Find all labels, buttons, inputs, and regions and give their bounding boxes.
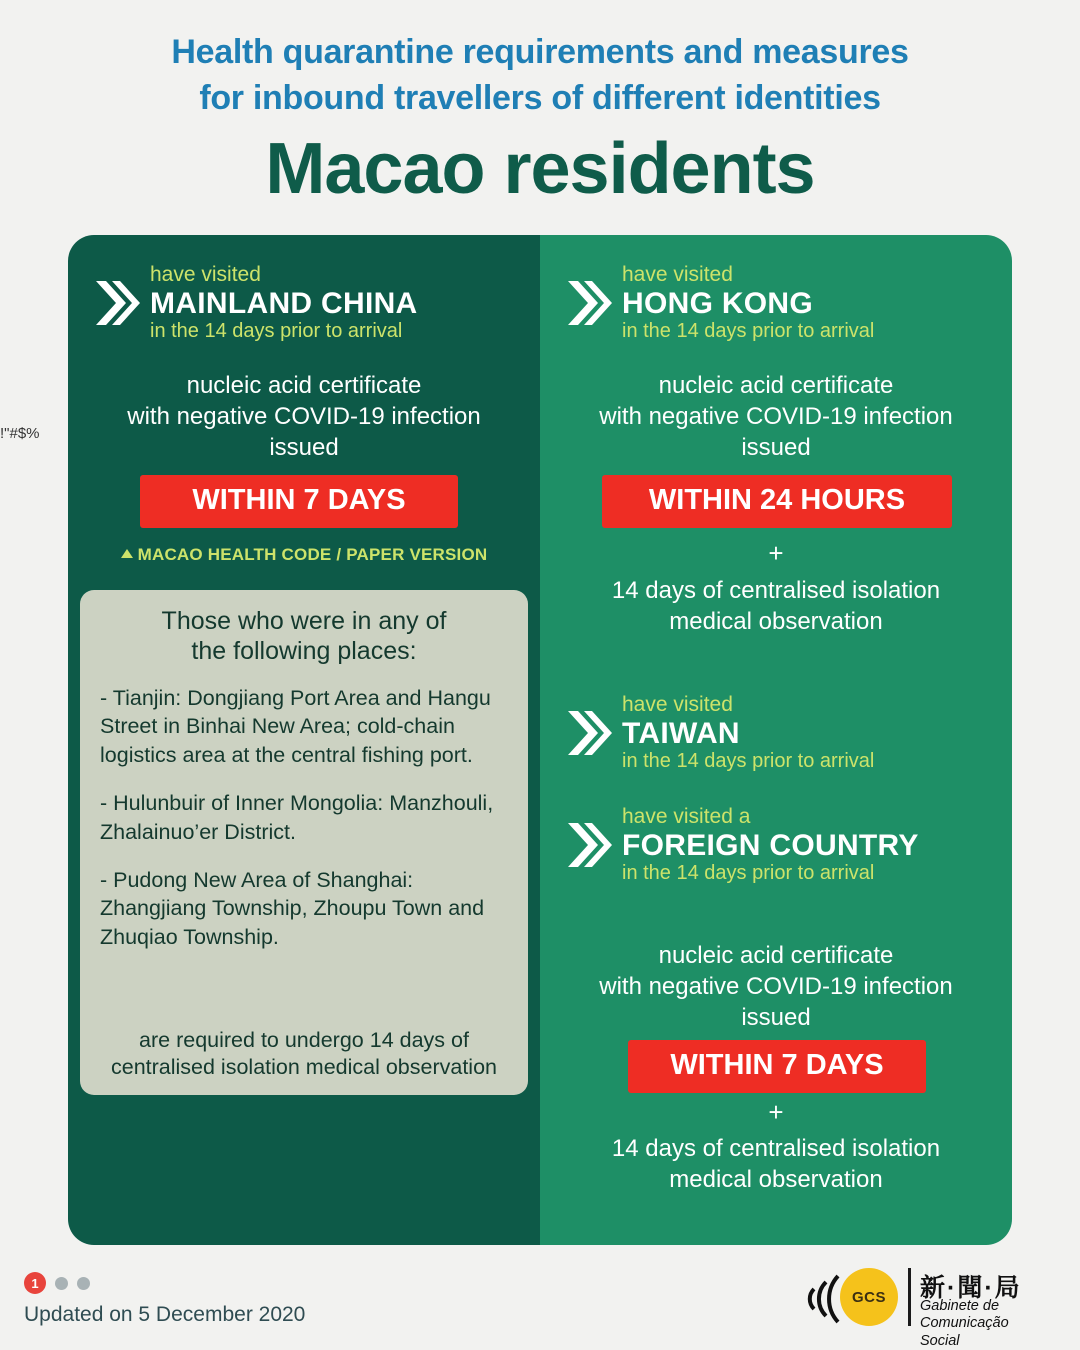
double-chevron-right-icon [566,819,612,871]
label-have-visited: have visited [622,693,733,716]
gcs-logo [792,1262,1052,1349]
requirement-line-3: issued [269,434,339,462]
label-place: HONG KONG [622,286,814,320]
label-place: MAINLAND CHINA [150,286,418,320]
panel-title-line2: the following places: [191,637,417,665]
label-place: FOREIGN COUNTRY [622,828,919,862]
requirement-line-3: issued [741,434,811,462]
content-board [68,235,1012,1245]
extra-line-1: 14 days of centralised isolation [611,577,941,604]
badge-within-7-days-right: WITHIN 7 DAYS [628,1040,926,1093]
extra-measure-hong-kong [556,575,996,637]
logo-portuguese-line1: Gabinete de [920,1298,1000,1314]
health-code-note-text: MACAO HEALTH CODE / PAPER VERSION [137,545,488,564]
requirement-line-1: nucleic acid certificate [658,372,894,399]
requirement-text-mainland [84,370,524,464]
page-title: Macao residents [265,129,815,209]
panel-footer-line2: centralised isolation medical observation [110,1055,497,1080]
requirement-line-1: nucleic acid certificate [658,942,894,969]
logo-portuguese-name [920,1298,1052,1350]
extra-line-2: medical observation [669,1166,883,1194]
heading-foreign-country [566,805,1006,885]
label-have-visited: have visited a [622,805,751,828]
stray-glyphs: !"#$% [0,425,40,442]
logo-divider [908,1268,911,1326]
requirement-text-hong-kong [556,370,996,464]
panel-listed-places [80,590,528,1095]
logo-portuguese-line2: Comunicação Social [920,1315,1009,1349]
page-indicator-current[interactable]: 1 [24,1272,46,1294]
heading-taiwan [566,693,996,773]
heading-hong-kong [566,263,996,343]
panel-footer-line1: are required to undergo 14 days of [139,1028,469,1053]
panel-title-line1: Those who were in any of [161,607,447,635]
health-code-note [84,545,524,565]
badge-within-24-hours: WITHIN 24 HOURS [602,475,952,528]
extra-line-2: medical observation [669,608,883,636]
sound-wave-icon [792,1272,844,1326]
label-have-visited: have visited [622,263,733,286]
extra-line-1: 14 days of centralised isolation [611,1135,941,1162]
gcs-acronym: GCS [851,1288,886,1306]
panel-title [100,606,508,666]
label-place: TAIWAN [622,716,740,750]
requirement-text-taiwan-foreign [556,940,996,1034]
list-item: - Tianjin: Dongjiang Port Area and Hangu Street in Binhai New Area; cold-chain logistics area at the central fishing port. [100,686,491,767]
column-other-origins [540,235,1012,1245]
double-chevron-right-icon [566,277,612,329]
updated-date: Updated on 5 December 2020 [24,1303,306,1326]
gcs-emblem [840,1268,898,1326]
panel-footer [80,1027,528,1081]
label-period: in the 14 days prior to arrival [622,862,875,885]
requirement-line-2: with negative COVID-19 infection [127,403,481,431]
double-chevron-right-icon [94,277,140,329]
label-period: in the 14 days prior to arrival [622,320,875,343]
requirement-line-3: issued [741,1004,811,1032]
list-item: - Pudong New Area of Shanghai: Zhangjiang Township, Zhoupu Town and Zhuqiao Township. [100,867,485,949]
label-have-visited: have visited [150,263,261,286]
requirement-line-2: with negative COVID-19 infection [599,403,953,431]
requirement-line-1: nucleic acid certificate [186,372,422,399]
page-indicator-dot[interactable] [55,1277,68,1290]
logo-chinese-name: 新·聞·局 [920,1274,1022,1302]
extra-measure-taiwan-foreign [556,1133,996,1195]
double-chevron-right-icon [566,707,612,759]
page-indicator-dot[interactable] [77,1277,90,1290]
requirement-line-2: with negative COVID-19 infection [599,973,953,1001]
plus-sign-hong-kong: + [768,538,784,568]
plus-sign-taiwan-foreign: + [768,1097,784,1127]
heading-mainland-china [94,263,524,343]
list-item: - Hulunbuir of Inner Mongolia: Manzhouli, Zhalainuo’er District. [100,791,494,844]
badge-within-7-days: WITHIN 7 DAYS [140,475,458,528]
label-period: in the 14 days prior to arrival [150,320,403,343]
page-subtitle-line1: Health quarantine requirements and measures [171,33,909,71]
page-subtitle-line2: for inbound travellers of different identities [199,78,881,117]
triangle-bullet-icon [121,549,133,558]
page-indicator[interactable] [24,1272,90,1294]
column-mainland-china [68,235,540,1245]
page-subtitle [0,30,1080,122]
label-period: in the 14 days prior to arrival [622,750,875,773]
